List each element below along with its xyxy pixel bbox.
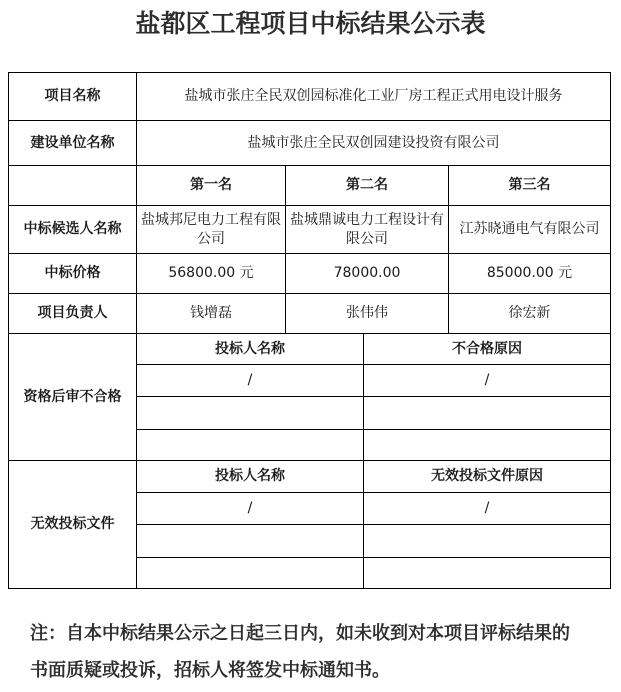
invalid-reason-header: 无效投标文件原因 — [364, 461, 611, 493]
invalid-reason-cell — [364, 558, 611, 589]
builder-name-label: 建设单位名称 — [9, 121, 137, 166]
invalid-section-label: 无效投标文件 — [9, 461, 137, 589]
qualification-bidder-cell: / — [137, 365, 364, 397]
table-row-project — [9, 73, 611, 121]
table-row-candidates — [9, 206, 611, 254]
qualification-reason-cell — [364, 430, 611, 461]
invalid-header-row — [9, 461, 611, 493]
qualification-reason-cell — [364, 397, 611, 430]
footer-note: 注：自本中标结果公示之日起三日内，如未收到对本项目评标结果的书面质疑或投诉，招标人将签发中标通知书。 — [30, 623, 570, 681]
page-title: 盐都区工程项目中标结果公示表 — [135, 9, 486, 38]
invalid-reason-cell: / — [364, 493, 611, 525]
qualification-bidder-cell — [137, 397, 364, 430]
rank-header-first: 第一名 — [137, 166, 286, 206]
qualification-reason-header: 不合格原因 — [364, 334, 611, 365]
project-name-label: 项目名称 — [9, 73, 137, 121]
qualification-reason-cell: / — [364, 365, 611, 397]
invalid-reason-cell — [364, 525, 611, 558]
manager-label: 项目负责人 — [9, 294, 137, 334]
project-name-value: 盐城市张庄全民双创园标准化工业厂房工程正式用电设计服务 — [137, 73, 611, 121]
table-row-managers — [9, 294, 611, 334]
price-1: 56800.00 元 — [137, 254, 286, 294]
invalid-bidder-cell: / — [137, 493, 364, 525]
price-2: 78000.00 — [286, 254, 449, 294]
table-row-prices — [9, 254, 611, 294]
bid-result-table — [8, 72, 611, 589]
blank-cell — [9, 166, 137, 206]
rank-header-third: 第三名 — [449, 166, 611, 206]
candidate-1: 盐城邦尼电力工程有限公司 — [137, 206, 286, 254]
price-3: 85000.00 元 — [449, 254, 611, 294]
qualification-section-label: 资格后审不合格 — [9, 334, 137, 461]
invalid-bidder-cell — [137, 558, 364, 589]
table-row-rank-headers — [9, 166, 611, 206]
candidate-2: 盐城鼎诚电力工程设计有限公司 — [286, 206, 449, 254]
manager-2: 张伟伟 — [286, 294, 449, 334]
invalid-bidder-header: 投标人名称 — [137, 461, 364, 493]
qualification-bidder-header: 投标人名称 — [137, 334, 364, 365]
manager-1: 钱增磊 — [137, 294, 286, 334]
rank-header-second: 第二名 — [286, 166, 449, 206]
invalid-bidder-cell — [137, 525, 364, 558]
price-label: 中标价格 — [9, 254, 137, 294]
qualification-header-row — [9, 334, 611, 365]
candidate-3: 江苏晓通电气有限公司 — [449, 206, 611, 254]
builder-name-value: 盐城市张庄全民双创园建设投资有限公司 — [137, 121, 611, 166]
qualification-bidder-cell — [137, 430, 364, 461]
table-row-builder — [9, 121, 611, 166]
manager-3: 徐宏新 — [449, 294, 611, 334]
candidates-label: 中标候选人名称 — [9, 206, 137, 254]
